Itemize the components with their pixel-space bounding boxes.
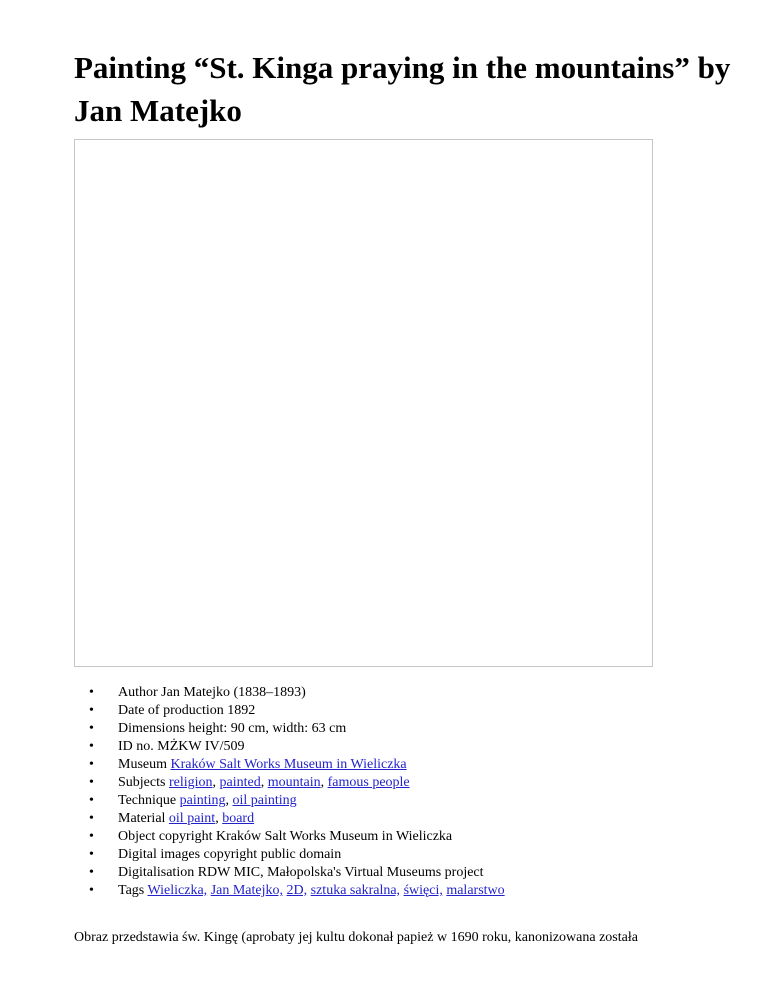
metadata-item	[118, 828, 505, 846]
metadata-link[interactable]: painted	[219, 775, 261, 790]
metadata-value: public domain	[260, 847, 342, 862]
metadata-label: Date of production	[118, 703, 224, 718]
description-text: Obraz przedstawia św. Kingę (aprobaty jej kultu dokonał papież w 1690 roku, kanonizowana została	[74, 930, 638, 945]
metadata-value: Jan Matejko (1838–1893)	[161, 685, 306, 700]
painting-image-placeholder	[74, 139, 653, 667]
metadata-link[interactable]: famous people	[327, 775, 410, 790]
metadata-item	[118, 702, 505, 720]
link-separator: ,	[215, 811, 223, 826]
metadata-item	[118, 864, 505, 882]
metadata-item	[118, 882, 505, 900]
link-separator: ,	[260, 775, 268, 790]
metadata-link[interactable]: oil painting	[232, 793, 297, 808]
metadata-link[interactable]: 2D,	[286, 883, 308, 898]
metadata-label: Author	[118, 685, 158, 700]
metadata-link[interactable]: Kraków Salt Works Museum in Wieliczka	[170, 757, 407, 772]
metadata-link[interactable]: painting	[179, 793, 226, 808]
metadata-label: Digital images copyright	[118, 847, 258, 862]
metadata-value: Kraków Salt Works Museum in Wieliczka	[215, 829, 453, 844]
metadata-link[interactable]: święci,	[403, 883, 443, 898]
metadata-label: Material	[118, 811, 166, 826]
metadata-link[interactable]: malarstwo	[446, 883, 505, 898]
metadata-label: Object copyright	[118, 829, 213, 844]
metadata-label: Dimensions	[118, 721, 185, 736]
link-separator: ,	[212, 775, 220, 790]
metadata-item	[118, 684, 505, 702]
metadata-link[interactable]: Wieliczka,	[147, 883, 208, 898]
metadata-item	[118, 756, 505, 774]
metadata-value: 1892	[227, 703, 256, 718]
metadata-item	[118, 810, 505, 828]
metadata-link[interactable]: board	[222, 811, 255, 826]
metadata-value: MŻKW IV/509	[157, 739, 245, 754]
metadata-value: height: 90 cm, width: 63 cm	[188, 721, 347, 736]
metadata-link[interactable]: mountain	[267, 775, 321, 790]
metadata-item	[118, 738, 505, 756]
metadata-item	[118, 792, 505, 810]
metadata-link[interactable]: oil paint	[168, 811, 216, 826]
metadata-label: Museum	[118, 757, 167, 772]
metadata-item	[118, 720, 505, 738]
link-separator: ,	[320, 775, 328, 790]
metadata-link[interactable]: Jan Matejko,	[210, 883, 284, 898]
metadata-label: Subjects	[118, 775, 166, 790]
page-title: Painting “St. Kinga praying in the mountains” by Jan Matejko	[74, 50, 731, 128]
metadata-item	[118, 846, 505, 864]
metadata-label: ID no.	[118, 739, 154, 754]
metadata-item	[118, 774, 505, 792]
link-separator: ,	[225, 793, 233, 808]
object-metadata-list	[118, 684, 505, 900]
metadata-link[interactable]: sztuka sakralna,	[310, 883, 401, 898]
metadata-value: RDW MIC, Małopolska's Virtual Museums project	[197, 865, 484, 880]
metadata-link[interactable]: religion	[168, 775, 213, 790]
metadata-label: Technique	[118, 793, 177, 808]
metadata-label: Digitalisation	[118, 865, 195, 880]
metadata-label: Tags	[118, 883, 145, 898]
